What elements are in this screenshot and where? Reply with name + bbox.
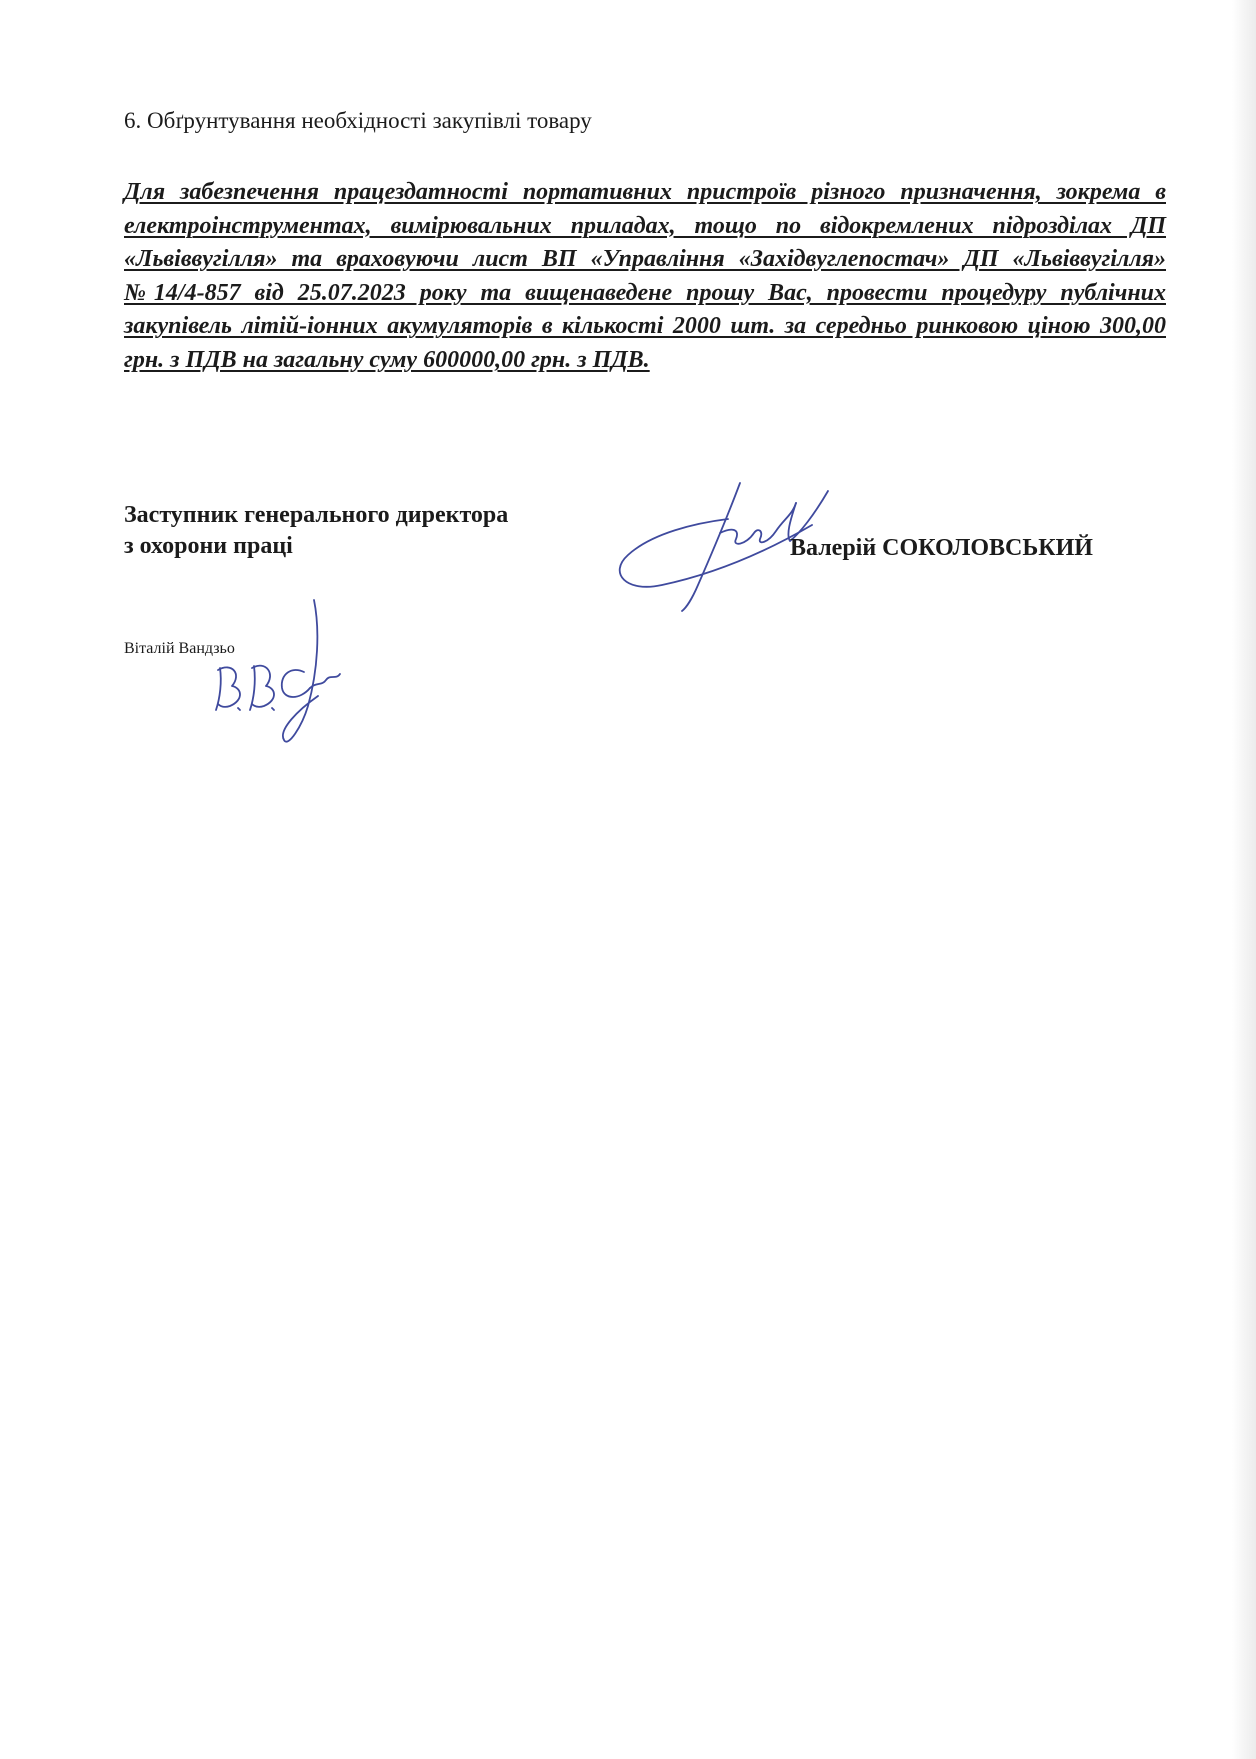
section-heading: 6. Обґрунтування необхідності закупівлі товару	[124, 108, 592, 133]
signatory-position	[124, 500, 508, 562]
signatory-position-line2: з охорони праці	[124, 533, 293, 559]
executor-signature	[208, 590, 358, 750]
signatory-name: Валерій СОКОЛОВСЬКИЙ	[790, 535, 1093, 561]
justification-paragraph: Для забезпечення працездатності портативних пристроїв різного призначення, зокрема в електроінструментах, вимірювальних приладах, тощо по відокремлених підрозділах ДП «Львіввугілля» та враховуючи лист ВП «Управління «Західвуглепостач» ДП «Львіввугілля» №14/4-857 від 25.07.2023 року та вищенаведене прошу Вас, провести процедуру публічних закупівель літій-іонних акумуляторів в кількості 2000 шт. за середньо ринковою ціною 300,00 грн. з ПДВ на загальну суму 600000,00 грн. з ПДВ.	[124, 179, 1166, 373]
executor-name: Віталій Вандзьо	[124, 640, 235, 657]
scan-edge-shadow	[1232, 0, 1256, 1759]
signatory-position-line1: Заступник генерального директора	[124, 502, 509, 528]
